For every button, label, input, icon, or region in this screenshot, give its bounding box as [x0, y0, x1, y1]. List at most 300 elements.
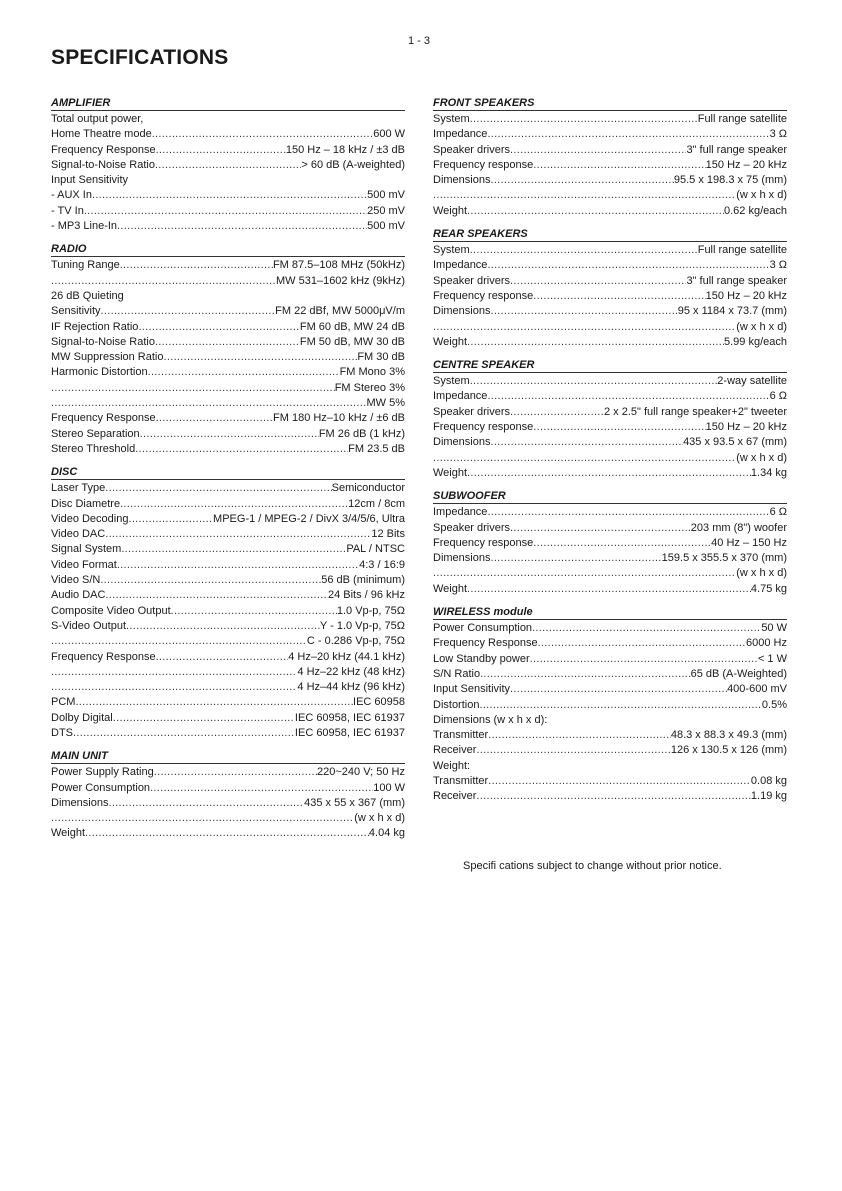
- spec-section: [51, 465, 405, 741]
- spec-row: [433, 582, 787, 597]
- spec-value: FM Stereo 3%: [334, 381, 405, 394]
- dot-leader: [152, 127, 374, 142]
- spec-row: [51, 304, 405, 319]
- spec-row: [433, 621, 787, 636]
- spec-value: FM 22 dBf, MW 5000μV/m: [275, 305, 405, 318]
- spec-value: (w x h x d): [736, 189, 787, 202]
- spec-label: Weight:: [433, 759, 471, 772]
- spec-value: 4 Hz–22 kHz (48 kHz): [297, 665, 405, 678]
- spec-value: 3 Ω: [769, 128, 787, 141]
- spec-value: 12cm / 8cm: [348, 497, 405, 510]
- dot-leader: [467, 466, 751, 481]
- spec-label: Power Consumption: [433, 622, 533, 635]
- dot-leader: [113, 711, 295, 726]
- spec-row: [51, 512, 405, 527]
- spec-value: 159.5 x 355.5 x 370 (mm): [661, 552, 787, 565]
- spec-value: (w x h x d): [736, 567, 787, 580]
- spec-row: [51, 527, 405, 542]
- spec-row: [51, 781, 405, 796]
- section-title: MAIN UNIT: [51, 749, 405, 764]
- spec-row: [51, 289, 405, 304]
- dot-leader: [128, 512, 213, 527]
- spec-row: [433, 759, 787, 774]
- dot-leader: [154, 765, 317, 780]
- dot-leader: [148, 365, 340, 380]
- spec-row: [433, 173, 787, 188]
- spec-row: [433, 652, 787, 667]
- spec-value: 0.62 kg/each: [724, 204, 787, 217]
- spec-label: Speaker drivers: [433, 405, 511, 418]
- spec-label: Dolby Digital: [51, 711, 113, 724]
- spec-value: 5.99 kg/each: [724, 335, 787, 348]
- spec-value: FM Mono 3%: [339, 366, 405, 379]
- spec-value: (w x h x d): [736, 451, 787, 464]
- spec-label: - MP3 Line-In: [51, 220, 118, 233]
- spec-row: [51, 650, 405, 665]
- spec-value: C - 0.286 Vp-p, 75Ω: [306, 635, 405, 648]
- spec-value: 4 Hz–44 kHz (96 kHz): [297, 681, 405, 694]
- dot-leader: [533, 289, 705, 304]
- spec-label: Frequency response: [433, 158, 534, 171]
- spec-value: < 1 W: [757, 652, 787, 665]
- spec-row: [433, 521, 787, 536]
- spec-value: 4 Hz–20 kHz (44.1 kHz): [288, 650, 405, 663]
- spec-value: > 60 dB (A-weighted): [301, 158, 405, 171]
- spec-row: [433, 143, 787, 158]
- spec-row: [51, 442, 405, 457]
- left-column: [51, 96, 405, 850]
- spec-label: Frequency Response: [51, 650, 156, 663]
- spec-value: 6 Ω: [769, 390, 787, 403]
- spec-row: [51, 274, 405, 289]
- dot-leader: [480, 667, 691, 682]
- spec-value: 95.5 x 198.3 x 75 (mm): [673, 174, 787, 187]
- footnote: Specifi cations subject to change without prior notice.: [463, 860, 722, 872]
- spec-value: MPEG-1 / MPEG-2 / DivX 3/4/5/6, Ultra: [213, 512, 405, 525]
- spec-row: [51, 695, 405, 710]
- spec-value: 0.08 kg: [750, 774, 787, 787]
- spec-value: 50 W: [761, 622, 787, 635]
- spec-value: IEC 60958, IEC 61937: [294, 711, 405, 724]
- spec-row: [433, 335, 787, 350]
- spec-row: [51, 219, 405, 234]
- spec-value: 2-way satellite: [717, 375, 787, 388]
- spec-value: 203 mm (8") woofer: [690, 521, 787, 534]
- spec-label: S-Video Output: [51, 619, 127, 632]
- dot-leader: [530, 652, 758, 667]
- spec-label: PCM: [51, 696, 76, 709]
- spec-section: [51, 96, 405, 234]
- spec-row: [51, 127, 405, 142]
- spec-value: 250 mV: [367, 204, 405, 217]
- dot-leader: [488, 728, 671, 743]
- spec-value: MW 531–1602 kHz (9kHz): [276, 274, 405, 287]
- spec-label: Frequency response: [433, 421, 534, 434]
- dot-leader: [487, 127, 769, 142]
- dot-leader: [85, 826, 369, 841]
- spec-value: Full range satellite: [697, 244, 787, 257]
- dot-leader: [150, 781, 373, 796]
- spec-row: [51, 481, 405, 496]
- dot-leader: [171, 604, 337, 619]
- spec-row: [433, 682, 787, 697]
- spec-row: [51, 811, 405, 826]
- spec-row: [51, 604, 405, 619]
- spec-label: Stereo Separation: [51, 427, 140, 440]
- spec-label: - AUX In: [51, 189, 92, 202]
- spec-row: [433, 243, 787, 258]
- dot-leader: [120, 497, 348, 512]
- dot-leader: [487, 505, 769, 520]
- dot-leader: [51, 381, 335, 396]
- spec-label: MW Suppression Ratio: [51, 351, 164, 364]
- spec-label: Frequency Response: [51, 143, 156, 156]
- spec-value: FM 180 Hz–10 kHz / ±6 dB: [273, 412, 405, 425]
- dot-leader: [84, 204, 367, 219]
- spec-label: Signal System: [51, 543, 122, 556]
- spec-section: [433, 605, 787, 805]
- spec-row: [433, 728, 787, 743]
- dot-leader: [488, 774, 751, 789]
- spec-row: [433, 505, 787, 520]
- dot-leader: [533, 420, 705, 435]
- dot-leader: [476, 789, 751, 804]
- spec-value: 100 W: [373, 781, 405, 794]
- spec-label: Impedance: [433, 259, 488, 272]
- spec-value: 150 Hz – 18 kHz / ±3 dB: [285, 143, 405, 156]
- dot-leader: [101, 304, 276, 319]
- section-title: SUBWOOFER: [433, 489, 787, 504]
- dot-leader: [487, 389, 769, 404]
- spec-section: [51, 242, 405, 457]
- spec-row: [433, 636, 787, 651]
- dot-leader: [467, 582, 751, 597]
- dot-leader: [121, 542, 346, 557]
- spec-row: [433, 320, 787, 335]
- dot-leader: [155, 335, 300, 350]
- spec-label: Power Consumption: [51, 781, 151, 794]
- spec-label: System: [433, 244, 470, 257]
- dot-leader: [51, 680, 297, 695]
- spec-row: [51, 350, 405, 365]
- spec-label: Impedance: [433, 390, 488, 403]
- spec-label: Weight: [433, 466, 468, 479]
- spec-row: [51, 381, 405, 396]
- spec-row: [51, 826, 405, 841]
- spec-label: Weight: [433, 335, 468, 348]
- dot-leader: [490, 435, 683, 450]
- spec-row: [433, 258, 787, 273]
- dot-leader: [51, 396, 367, 411]
- spec-label: Speaker drivers: [433, 521, 511, 534]
- dot-leader: [470, 243, 698, 258]
- spec-row: [51, 726, 405, 741]
- spec-value: 2 x 2.5" full range speaker+2" tweeter: [604, 405, 787, 418]
- spec-row: [51, 573, 405, 588]
- spec-label: Disc Diametre: [51, 497, 121, 510]
- spec-row: [51, 765, 405, 780]
- spec-section: [51, 749, 405, 841]
- spec-row: [51, 558, 405, 573]
- spec-label: Input Sensitivity: [433, 683, 511, 696]
- dot-leader: [510, 682, 727, 697]
- spec-value: 500 mV: [367, 189, 405, 202]
- spec-label: Weight: [433, 204, 468, 217]
- spec-value: 1.34 kg: [750, 466, 787, 479]
- spec-section: [433, 358, 787, 481]
- spec-label: Video DAC: [51, 528, 106, 541]
- dot-leader: [51, 665, 297, 680]
- spec-value: 150 Hz – 20 kHz: [705, 289, 787, 302]
- dot-leader: [51, 274, 276, 289]
- spec-label: DTS: [51, 726, 73, 739]
- spec-label: - TV In: [51, 204, 84, 217]
- dot-leader: [510, 405, 604, 420]
- dot-leader: [433, 320, 736, 335]
- dot-leader: [105, 527, 371, 542]
- spec-row: [51, 711, 405, 726]
- spec-row: [51, 365, 405, 380]
- dot-leader: [92, 188, 367, 203]
- spec-value: 150 Hz – 20 kHz: [705, 158, 787, 171]
- dot-leader: [135, 442, 348, 457]
- spec-row: [51, 497, 405, 512]
- spec-label: Frequency Response: [433, 637, 538, 650]
- spec-row: [433, 274, 787, 289]
- dot-leader: [117, 558, 359, 573]
- spec-row: [51, 680, 405, 695]
- spec-label: Impedance: [433, 128, 488, 141]
- spec-label: Weight: [51, 827, 86, 840]
- dot-leader: [476, 743, 670, 758]
- spec-row: [433, 435, 787, 450]
- spec-row: [51, 665, 405, 680]
- spec-row: [433, 188, 787, 203]
- spec-value: 3 Ω: [769, 259, 787, 272]
- spec-value: Full range satellite: [697, 113, 787, 125]
- spec-value: 40 Hz – 150 Hz: [711, 536, 787, 549]
- spec-row: [51, 258, 405, 273]
- section-title: AMPLIFIER: [51, 96, 405, 111]
- section-title: FRONT SPEAKERS: [433, 96, 787, 111]
- spec-row: [433, 304, 787, 319]
- spec-label: Audio DAC: [51, 589, 106, 602]
- spec-label: Distortion: [433, 698, 480, 711]
- spec-value: 126 x 130.5 x 126 (mm): [670, 744, 787, 757]
- spec-row: [51, 588, 405, 603]
- spec-label: Dimensions: [433, 436, 491, 449]
- dot-leader: [479, 698, 761, 713]
- dot-leader: [538, 636, 746, 651]
- spec-label: Laser Type: [51, 482, 106, 495]
- spec-row: [51, 173, 405, 188]
- spec-value: 220~240 V; 50 Hz: [317, 766, 405, 779]
- spec-value: FM 87.5–108 MHz (50kHz): [272, 259, 405, 272]
- spec-section: [433, 227, 787, 350]
- dot-leader: [470, 374, 718, 389]
- spec-row: [433, 127, 787, 142]
- spec-value: 600 W: [373, 128, 405, 141]
- spec-value: MW 5%: [366, 397, 405, 410]
- spec-label: Power Supply Rating: [51, 766, 154, 779]
- spec-value: FM 30 dB: [357, 351, 405, 364]
- spec-label: Video Format: [51, 558, 117, 571]
- spec-label: Tuning Range: [51, 259, 120, 272]
- spec-row: [433, 420, 787, 435]
- spec-label: Home Theatre mode: [51, 128, 152, 141]
- spec-value: 1.0 Vp-p, 75Ω: [336, 604, 405, 617]
- spec-label: Speaker drivers: [433, 274, 511, 287]
- spec-label: Dimensions: [433, 552, 491, 565]
- spec-row: [433, 289, 787, 304]
- dot-leader: [105, 481, 331, 496]
- dot-leader: [533, 536, 711, 551]
- spec-value: FM 23.5 dB: [348, 442, 405, 455]
- spec-label: Input Sensitivity: [51, 174, 129, 187]
- spec-label: Frequency response: [433, 289, 534, 302]
- spec-value: 4:3 / 16:9: [359, 558, 405, 571]
- spec-label: Dimensions: [433, 305, 491, 318]
- section-title: CENTRE SPEAKER: [433, 358, 787, 373]
- spec-row: [51, 396, 405, 411]
- spec-value: 400-600 mV: [727, 683, 787, 696]
- spec-value: 3" full range speaker: [686, 274, 787, 287]
- dot-leader: [108, 796, 304, 811]
- spec-value: 12 Bits: [371, 528, 405, 541]
- spec-value: FM 60 dB, MW 24 dB: [299, 320, 405, 333]
- spec-value: 65 dB (A-Weighted): [690, 667, 787, 680]
- dot-leader: [156, 143, 286, 158]
- spec-label: Frequency response: [433, 536, 534, 549]
- spec-label: IF Rejection Ratio: [51, 320, 139, 333]
- dot-leader: [487, 258, 769, 273]
- dot-leader: [73, 726, 295, 741]
- spec-label: Receiver: [433, 790, 477, 803]
- spec-value: PAL / NTSC: [346, 543, 405, 556]
- dot-leader: [51, 634, 307, 649]
- dot-leader: [510, 274, 686, 289]
- spec-row: [51, 411, 405, 426]
- spec-value: 3" full range speaker: [686, 143, 787, 156]
- spec-row: [51, 143, 405, 158]
- spec-row: [433, 774, 787, 789]
- spec-value: 48.3 x 88.3 x 49.3 (mm): [670, 729, 787, 742]
- spec-value: IEC 60958: [353, 696, 405, 709]
- spec-row: [51, 634, 405, 649]
- spec-row: [51, 112, 405, 127]
- dot-leader: [120, 258, 273, 273]
- spec-value: 0.5%: [761, 698, 787, 711]
- spec-label: 26 dB Quieting: [51, 289, 124, 302]
- spec-label: Low Standby power: [433, 652, 530, 665]
- dot-leader: [51, 811, 354, 826]
- dot-leader: [510, 143, 686, 158]
- section-title: WIRELESS module: [433, 605, 787, 620]
- spec-label: Signal-to-Noise Ratio: [51, 335, 155, 348]
- spec-row: [51, 619, 405, 634]
- spec-row: [433, 743, 787, 758]
- right-column: [433, 96, 787, 813]
- dot-leader: [510, 521, 691, 536]
- spec-row: [51, 158, 405, 173]
- dot-leader: [100, 573, 321, 588]
- dot-leader: [433, 566, 736, 581]
- spec-value: (w x h x d): [354, 812, 405, 825]
- spec-value: Semiconductor: [331, 482, 405, 495]
- spec-value: Y - 1.0 Vp-p, 75Ω: [319, 619, 405, 632]
- spec-section: [433, 489, 787, 597]
- dot-leader: [75, 695, 353, 710]
- spec-label: Sensitivity: [51, 305, 101, 318]
- dot-leader: [155, 158, 301, 173]
- dot-leader: [117, 219, 367, 234]
- spec-label: Receiver: [433, 744, 477, 757]
- spec-value: 435 x 93.5 x 67 (mm): [683, 436, 787, 449]
- page-number: 1 - 3: [408, 35, 431, 47]
- spec-value: IEC 60958, IEC 61937: [294, 726, 405, 739]
- spec-label: Video Decoding: [51, 512, 129, 525]
- spec-row: [433, 698, 787, 713]
- spec-row: [433, 158, 787, 173]
- spec-value: FM 50 dB, MW 30 dB: [299, 335, 405, 348]
- spec-row: [433, 789, 787, 804]
- spec-label: Impedance: [433, 506, 488, 519]
- dot-leader: [156, 650, 289, 665]
- spec-value: 6 Ω: [769, 506, 787, 519]
- dot-leader: [140, 427, 319, 442]
- spec-label: System: [433, 375, 470, 388]
- dot-leader: [138, 320, 299, 335]
- dot-leader: [532, 621, 761, 636]
- dot-leader: [433, 451, 736, 466]
- spec-value: 4.75 kg: [750, 582, 787, 595]
- spec-label: Video S/N: [51, 574, 101, 587]
- spec-value: 500 mV: [367, 220, 405, 233]
- spec-row: [51, 320, 405, 335]
- spec-value: 56 dB (minimum): [321, 574, 405, 587]
- spec-row: [433, 713, 787, 728]
- spec-label: Signal-to-Noise Ratio: [51, 158, 155, 171]
- spec-value: 1.19 kg: [750, 790, 787, 803]
- spec-row: [51, 204, 405, 219]
- dot-leader: [533, 158, 705, 173]
- spec-label: Dimensions (w x h x d):: [433, 713, 548, 726]
- spec-label: Speaker drivers: [433, 143, 511, 156]
- spec-label: Transmitter: [433, 774, 489, 787]
- dot-leader: [470, 112, 698, 127]
- spec-label: Transmitter: [433, 729, 489, 742]
- spec-label: Total output power,: [51, 113, 144, 125]
- spec-row: [433, 566, 787, 581]
- dot-leader: [490, 173, 673, 188]
- spec-value: 435 x 55 x 367 (mm): [304, 796, 405, 809]
- spec-row: [51, 335, 405, 350]
- spec-row: [433, 204, 787, 219]
- spec-label: Dimensions: [433, 174, 491, 187]
- page-title: SPECIFICATIONS: [51, 46, 229, 69]
- spec-row: [51, 427, 405, 442]
- dot-leader: [126, 619, 320, 634]
- spec-label: Frequency Response: [51, 412, 156, 425]
- spec-value: 150 Hz – 20 kHz: [705, 421, 787, 434]
- spec-row: [433, 667, 787, 682]
- spec-row: [433, 374, 787, 389]
- dot-leader: [467, 204, 724, 219]
- spec-row: [433, 536, 787, 551]
- spec-row: [433, 405, 787, 420]
- spec-row: [51, 796, 405, 811]
- dot-leader: [433, 188, 736, 203]
